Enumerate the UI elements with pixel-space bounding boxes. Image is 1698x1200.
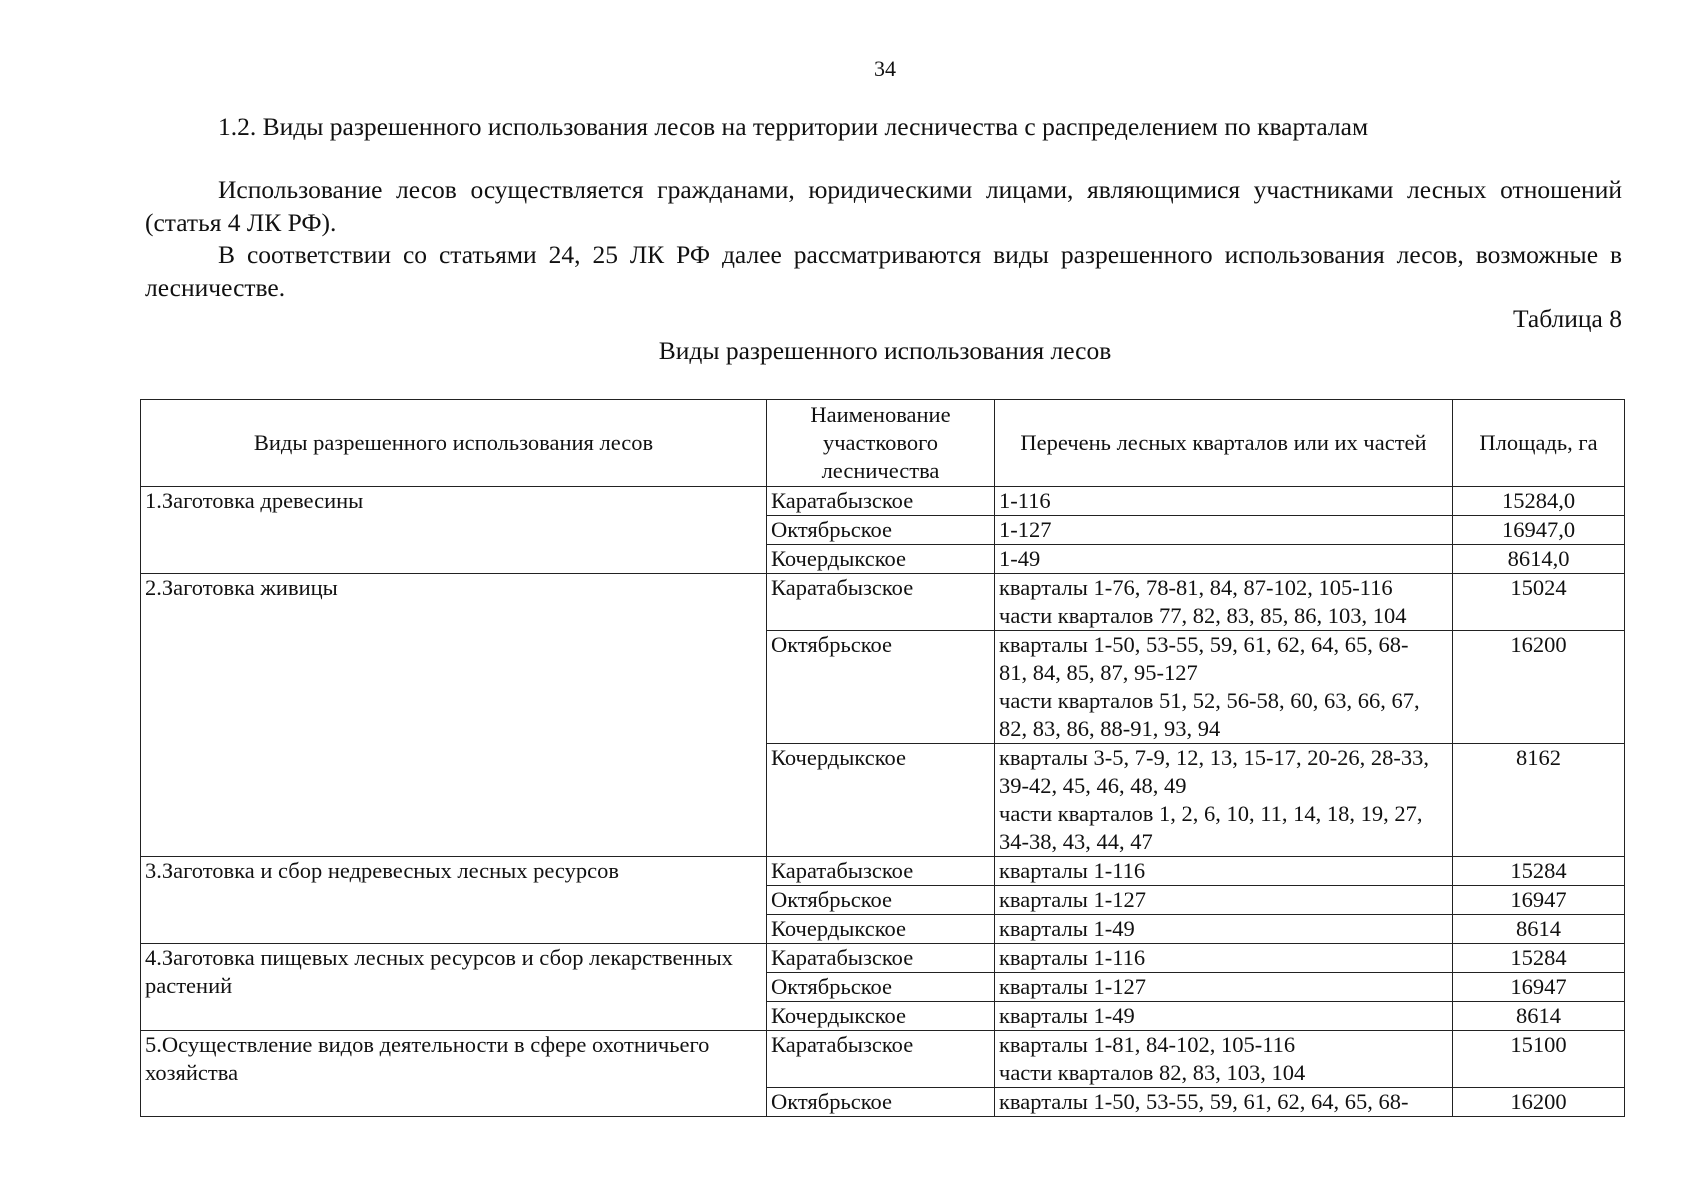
table-label: Таблица 8 — [1512, 304, 1622, 333]
table-title: Виды разрешенного использования лесов — [658, 336, 1112, 365]
cell-use-kind: 2.Заготовка живицы — [141, 574, 767, 857]
cell-area: 15024 — [1453, 574, 1625, 631]
quarters-line: 1-116 — [999, 488, 1051, 513]
quarters-line: кварталы 1-127 — [999, 974, 1146, 999]
quarters-line: кварталы 1-50, 53-55, 59, 61, 62, 64, 65, 68- — [999, 632, 1409, 657]
cell-forestry: Каратабызское — [767, 487, 995, 516]
paragraph: В соответствии со статьями 24, 25 ЛК РФ далее рассматриваются виды разрешенного использования лесов, возможные в лесничестве. — [145, 240, 1622, 302]
header-quarters: Перечень лесных кварталов или их частей — [995, 400, 1453, 487]
paragraph: Использование лесов осуществляется гражданами, юридическими лицами, являющимися участниками лесных отношений (статья 4 ЛК РФ). — [145, 175, 1622, 237]
cell-quarters — [995, 1002, 1453, 1031]
quarters-line: кварталы 1-116 — [999, 945, 1146, 970]
quarters-line: части кварталов 51, 52, 56-58, 60, 63, 66, 67, — [999, 688, 1420, 713]
cell-area: 15284,0 — [1453, 487, 1625, 516]
cell-area: 8614,0 — [1453, 545, 1625, 574]
cell-area: 15284 — [1453, 857, 1625, 886]
quarters-line: кварталы 1-76, 78-81, 84, 87-102, 105-116 — [999, 575, 1393, 600]
cell-forestry: Октябрьское — [767, 973, 995, 1002]
header-forestry: Наименование участкового лесничества — [767, 400, 995, 487]
cell-forestry: Каратабызское — [767, 1031, 995, 1088]
table-body — [141, 487, 1625, 1117]
cell-forestry: Кочердыкское — [767, 545, 995, 574]
quarters-line: 39-42, 45, 46, 48, 49 — [999, 773, 1187, 798]
cell-quarters — [995, 744, 1453, 857]
quarters-line: кварталы 1-127 — [999, 887, 1146, 912]
quarters-line: 34-38, 43, 44, 47 — [999, 829, 1153, 854]
cell-area: 15100 — [1453, 1031, 1625, 1088]
cell-forestry: Октябрьское — [767, 631, 995, 744]
header-area: Площадь, га — [1453, 400, 1625, 487]
quarters-line: кварталы 1-49 — [999, 1003, 1135, 1028]
cell-area: 15284 — [1453, 944, 1625, 973]
cell-use-kind: 5.Осуществление видов деятельности в сфере охотничьего хозяйства — [141, 1031, 767, 1117]
table-row — [141, 857, 1625, 886]
cell-forestry: Кочердыкское — [767, 915, 995, 944]
cell-quarters — [995, 1088, 1453, 1117]
cell-area: 16947,0 — [1453, 516, 1625, 545]
cell-area: 16947 — [1453, 886, 1625, 915]
cell-quarters — [995, 631, 1453, 744]
cell-area: 16947 — [1453, 973, 1625, 1002]
cell-forestry: Каратабызское — [767, 944, 995, 973]
quarters-line: части кварталов 1, 2, 6, 10, 11, 14, 18, 19, 27, — [999, 801, 1423, 826]
cell-quarters — [995, 886, 1453, 915]
quarters-line: кварталы 1-116 — [999, 858, 1146, 883]
cell-area: 8162 — [1453, 744, 1625, 857]
cell-forestry: Октябрьское — [767, 516, 995, 545]
header-kind: Виды разрешенного использования лесов — [141, 400, 767, 487]
cell-forestry: Кочердыкское — [767, 1002, 995, 1031]
table-row — [141, 487, 1625, 516]
quarters-line: кварталы 1-81, 84-102, 105-116 — [999, 1032, 1296, 1057]
cell-area: 16200 — [1453, 631, 1625, 744]
cell-forestry: Октябрьское — [767, 886, 995, 915]
cell-forestry: Каратабызское — [767, 857, 995, 886]
cell-quarters — [995, 915, 1453, 944]
quarters-line: кварталы 1-49 — [999, 916, 1135, 941]
page-number: 34 — [874, 56, 896, 81]
cell-quarters — [995, 857, 1453, 886]
cell-use-kind: 4.Заготовка пищевых лесных ресурсов и сбор лекарственных растений — [141, 944, 767, 1031]
cell-quarters — [995, 1031, 1453, 1088]
table-row — [141, 1031, 1625, 1088]
table-row — [141, 574, 1625, 631]
cell-use-kind: 1.Заготовка древесины — [141, 487, 767, 574]
quarters-line: 1-127 — [999, 517, 1052, 542]
cell-quarters — [995, 574, 1453, 631]
cell-area: 16200 — [1453, 1088, 1625, 1117]
cell-quarters — [995, 944, 1453, 973]
quarters-line: 1-49 — [999, 546, 1041, 571]
table-header-row — [141, 400, 1625, 487]
cell-quarters — [995, 487, 1453, 516]
cell-area: 8614 — [1453, 915, 1625, 944]
cell-forestry: Октябрьское — [767, 1088, 995, 1117]
quarters-line: 82, 83, 86, 88-91, 93, 94 — [999, 716, 1221, 741]
cell-use-kind: 3.Заготовка и сбор недревесных лесных ресурсов — [141, 857, 767, 944]
section-title: 1.2. Виды разрешенного использования лесов на территории лесничества с распределением по кварталам — [218, 112, 1369, 141]
cell-forestry: Кочердыкское — [767, 744, 995, 857]
quarters-line: 81, 84, 85, 87, 95-127 — [999, 660, 1198, 685]
quarters-line: кварталы 3-5, 7-9, 12, 13, 15-17, 20-26, 28-33, — [999, 745, 1430, 770]
cell-quarters — [995, 973, 1453, 1002]
quarters-line: части кварталов 82, 83, 103, 104 — [999, 1060, 1306, 1085]
forest-use-table — [140, 399, 1625, 1117]
quarters-line: части кварталов 77, 82, 83, 85, 86, 103, 104 — [999, 603, 1407, 628]
cell-area: 8614 — [1453, 1002, 1625, 1031]
cell-quarters — [995, 516, 1453, 545]
quarters-line: кварталы 1-50, 53-55, 59, 61, 62, 64, 65, 68- — [999, 1089, 1409, 1114]
table-row — [141, 944, 1625, 973]
cell-quarters — [995, 545, 1453, 574]
cell-forestry: Каратабызское — [767, 574, 995, 631]
